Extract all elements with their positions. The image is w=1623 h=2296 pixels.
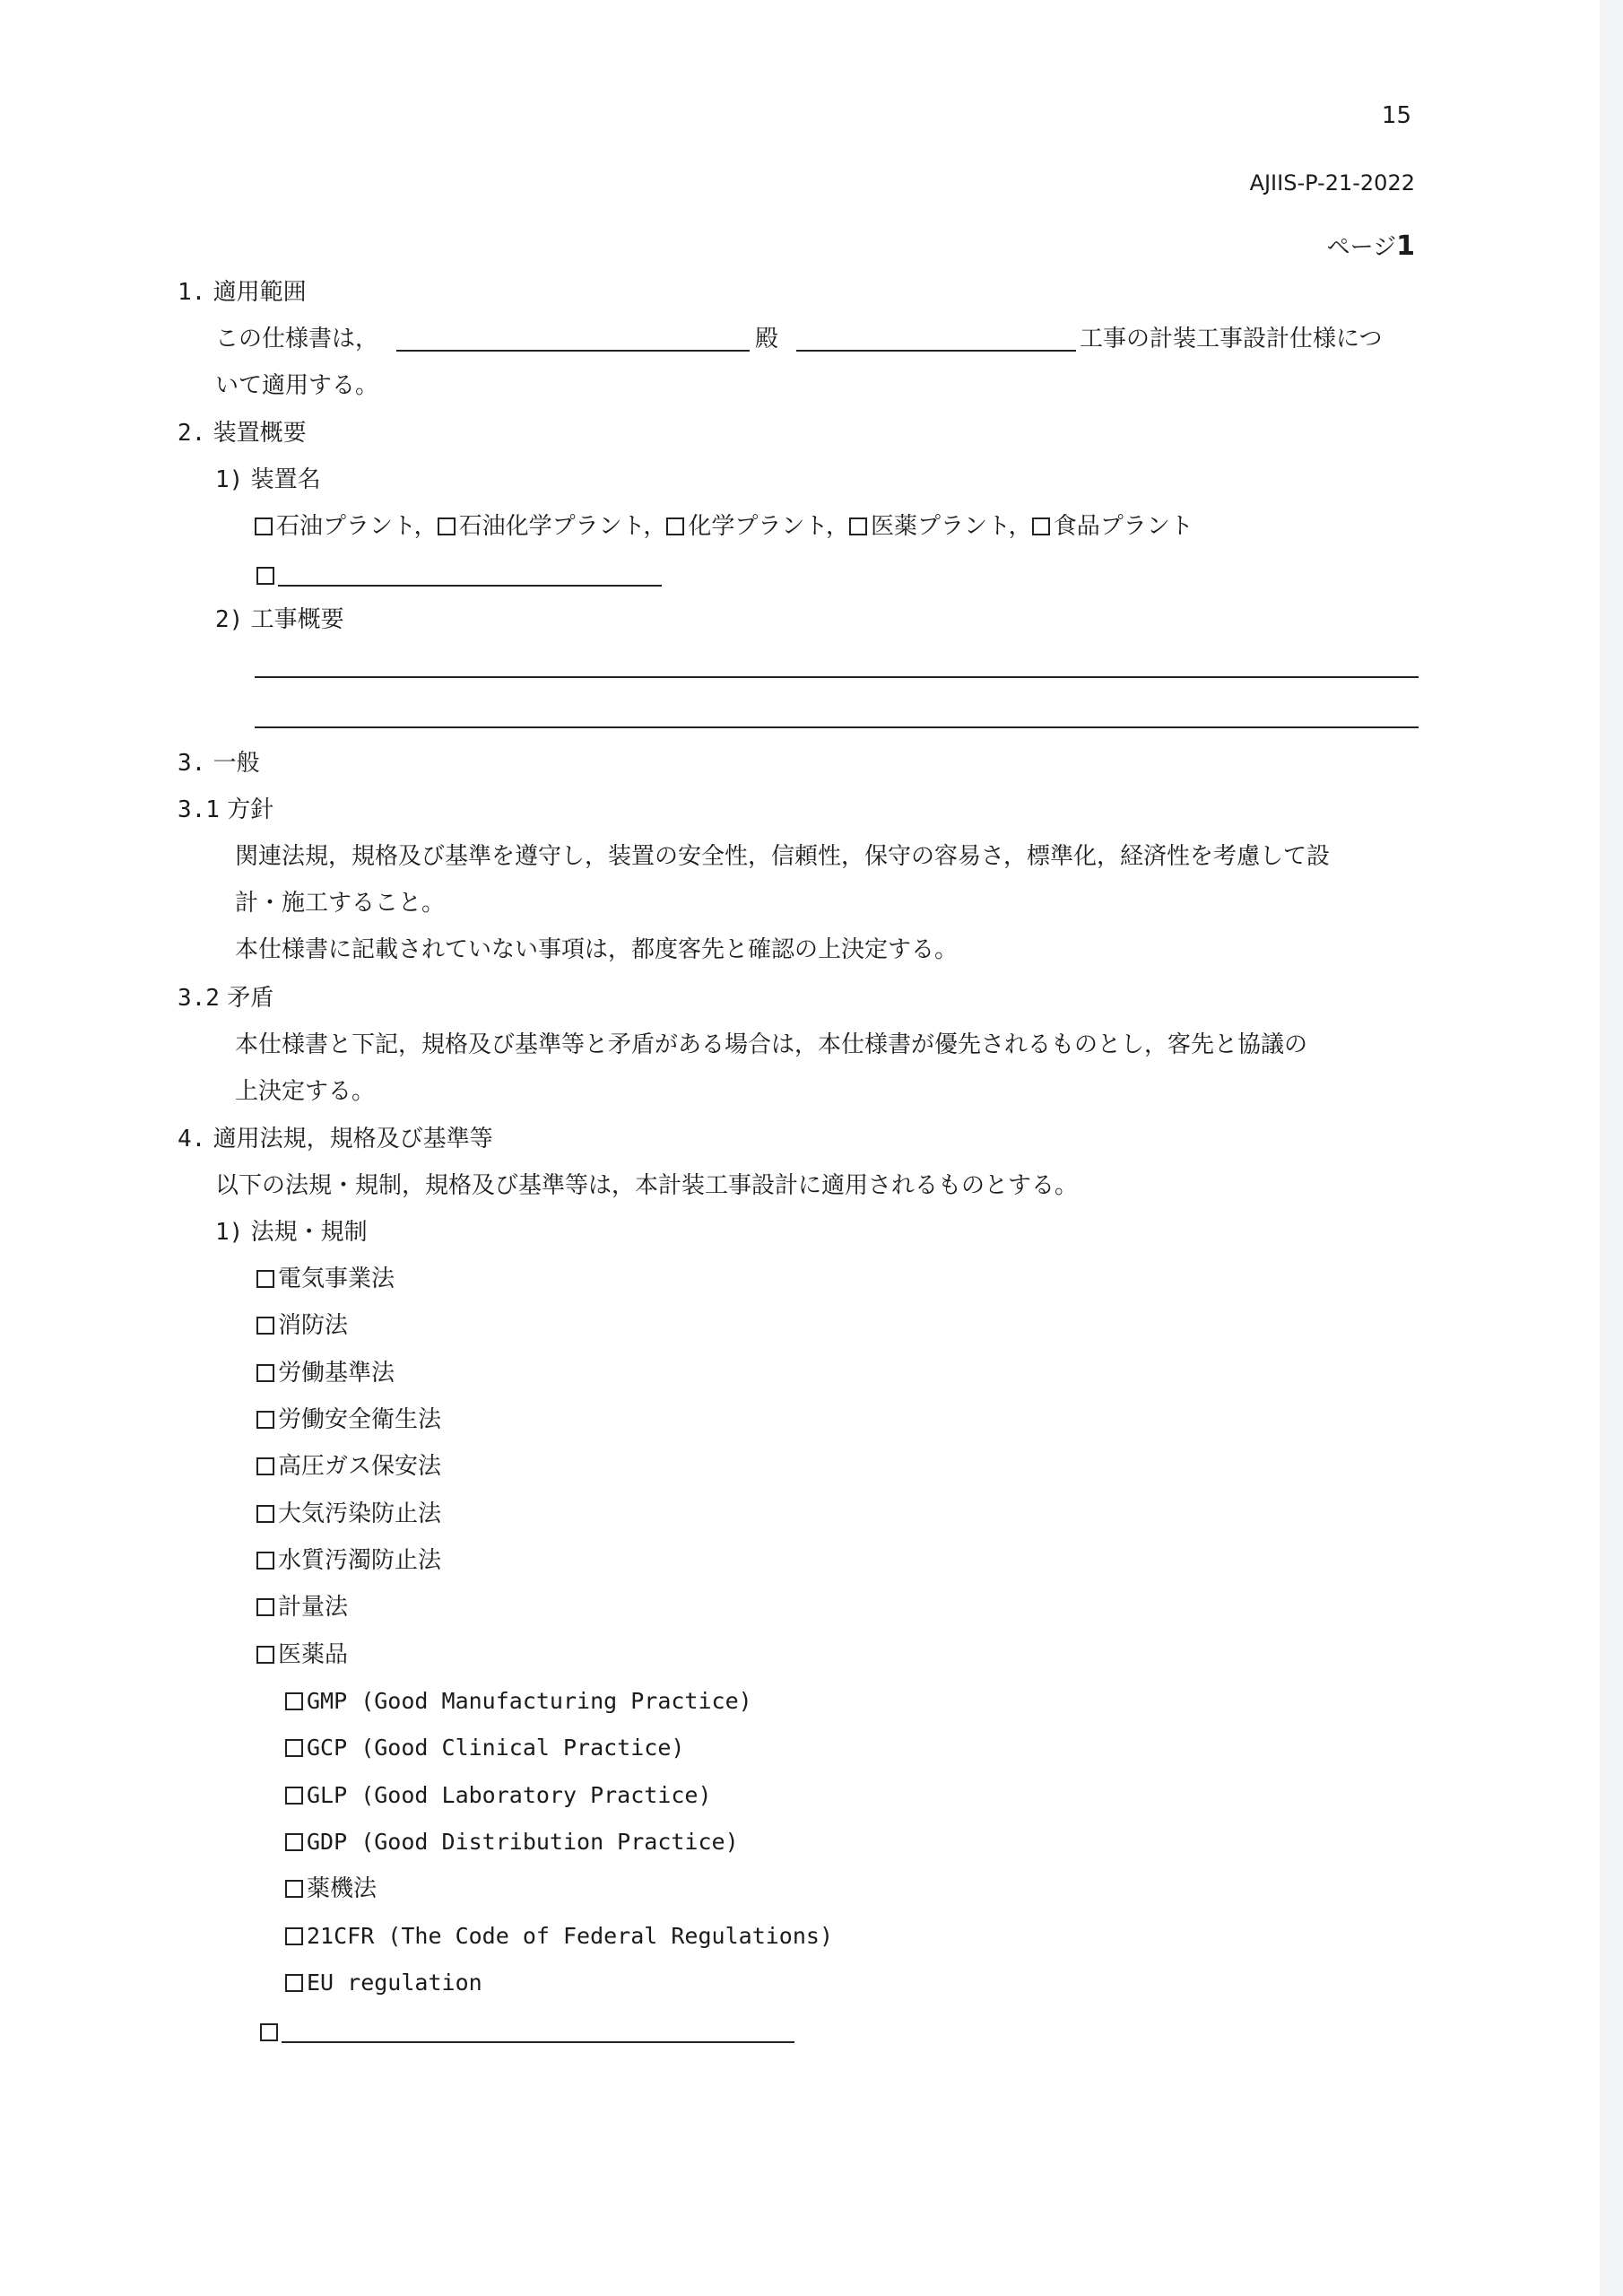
checkbox-icon [256, 1646, 274, 1664]
law-item[interactable]: 計量法 [256, 1592, 348, 1622]
pharma-item[interactable]: 21CFR (The Code of Federal Regulations) [285, 1921, 833, 1952]
pharma-item[interactable]: GMP (Good Manufacturing Practice) [285, 1686, 752, 1717]
section-1-text-b: 殿 [755, 326, 779, 352]
section-2-heading: 2. 装置概要 [178, 420, 307, 447]
law-item[interactable]: 労働安全衛生法 [256, 1405, 441, 1435]
section-1-text-a: この仕様書は， [215, 326, 379, 352]
law-item[interactable]: 医薬品 [256, 1639, 348, 1670]
client-name-blank[interactable] [396, 350, 750, 352]
section-2-sub1: 1) 装置名 [215, 466, 321, 493]
pharma-item[interactable]: GLP (Good Laboratory Practice) [285, 1780, 712, 1811]
checkbox-icon [666, 517, 684, 535]
law-item[interactable]: 消防法 [256, 1310, 348, 1341]
scan-edge [1600, 0, 1623, 2296]
checkbox-icon [255, 517, 273, 535]
checkbox-icon [256, 1317, 274, 1335]
section-3-1-para-2: 本仕様書に記載されていない事項は，都度客先と確認の上決定する。 [235, 936, 959, 963]
section-1-text-c: 工事の計装工事設計仕様につ [1080, 326, 1383, 352]
checkbox-icon [256, 1270, 274, 1288]
checkbox-icon [256, 1552, 274, 1570]
option-chemical[interactable]: 化学プラント， [666, 513, 849, 540]
project-name-blank[interactable] [796, 350, 1076, 352]
section-3-heading: 3. 一般 [178, 750, 260, 777]
checkbox-icon [1032, 517, 1050, 535]
other-plant-blank[interactable] [278, 585, 662, 587]
section-2-sub2: 2) 工事概要 [215, 606, 344, 633]
section-1-heading: 1. 適用範囲 [178, 279, 307, 306]
option-petrochemical[interactable]: 石油化学プラント， [438, 513, 667, 540]
checkbox-icon [285, 1787, 303, 1805]
law-item[interactable]: 大気汚染防止法 [256, 1499, 441, 1529]
checkbox-icon [285, 1880, 303, 1898]
checkbox-icon [438, 517, 456, 535]
page-label: ページ1 [1326, 230, 1415, 262]
section-3-2-para-1a: 本仕様書と下記，規格及び基準等と矛盾がある場合は，本仕様書が優先されるものとし，客先と協議の [235, 1031, 1308, 1058]
checkbox-icon [285, 1692, 303, 1710]
plant-type-options [255, 511, 1193, 542]
pharma-item[interactable]: 薬機法 [285, 1874, 377, 1904]
pharma-item[interactable]: GCP (Good Clinical Practice) [285, 1733, 684, 1763]
checkbox-icon [256, 1411, 274, 1429]
section-3-1-heading: 3.1 方針 [178, 796, 274, 823]
section-4-intro: 以下の法規・規制，規格及び基準等は，本計装工事設計に適用されるものとする。 [215, 1172, 1079, 1199]
law-item[interactable]: 水質汚濁防止法 [256, 1545, 441, 1576]
checkbox-icon [256, 1598, 274, 1616]
option-pharmaceutical[interactable]: 医薬プラント， [849, 513, 1032, 540]
work-overview-line-2[interactable] [255, 726, 1419, 728]
checkbox-icon [256, 1364, 274, 1382]
section-1-text-line2: いて適用する。 [215, 372, 379, 399]
pharma-item[interactable]: GDP (Good Distribution Practice) [285, 1827, 739, 1857]
section-4-heading: 4. 適用法規，規格及び基準等 [178, 1126, 493, 1152]
section-3-1-para-1a: 関連法規，規格及び基準を遵守し，装置の安全性，信頼性，保守の容易さ，標準化，経済性を考慮して設 [235, 843, 1330, 870]
section-3-2-para-1b: 上決定する。 [235, 1078, 376, 1105]
checkbox-other-law[interactable] [260, 2023, 278, 2041]
section-4-sub1: 1) 法規・規制 [215, 1219, 368, 1246]
page-number: 15 [1381, 102, 1411, 129]
checkbox-other-plant[interactable] [256, 567, 274, 585]
pharma-item[interactable]: EU regulation [285, 1968, 482, 1998]
document-id: AJIIS-P-21-2022 [1249, 170, 1415, 196]
checkbox-icon [849, 517, 867, 535]
other-law-blank[interactable] [282, 2041, 794, 2043]
work-overview-line-1[interactable] [255, 676, 1419, 678]
law-item[interactable]: 電気事業法 [256, 1264, 395, 1294]
checkbox-icon [256, 1505, 274, 1523]
option-petroleum[interactable]: 石油プラント， [255, 513, 438, 540]
checkbox-icon [256, 1457, 274, 1475]
checkbox-icon [285, 1739, 303, 1757]
law-item[interactable]: 労働基準法 [256, 1358, 395, 1388]
option-food[interactable]: 食品プラント [1032, 513, 1193, 540]
checkbox-icon [285, 1927, 303, 1945]
section-3-2-heading: 3.2 矛盾 [178, 985, 274, 1012]
law-item[interactable]: 高圧ガス保安法 [256, 1451, 441, 1482]
checkbox-icon [285, 1974, 303, 1992]
checkbox-icon [285, 1833, 303, 1851]
section-3-1-para-1b: 計・施工すること。 [235, 890, 446, 917]
